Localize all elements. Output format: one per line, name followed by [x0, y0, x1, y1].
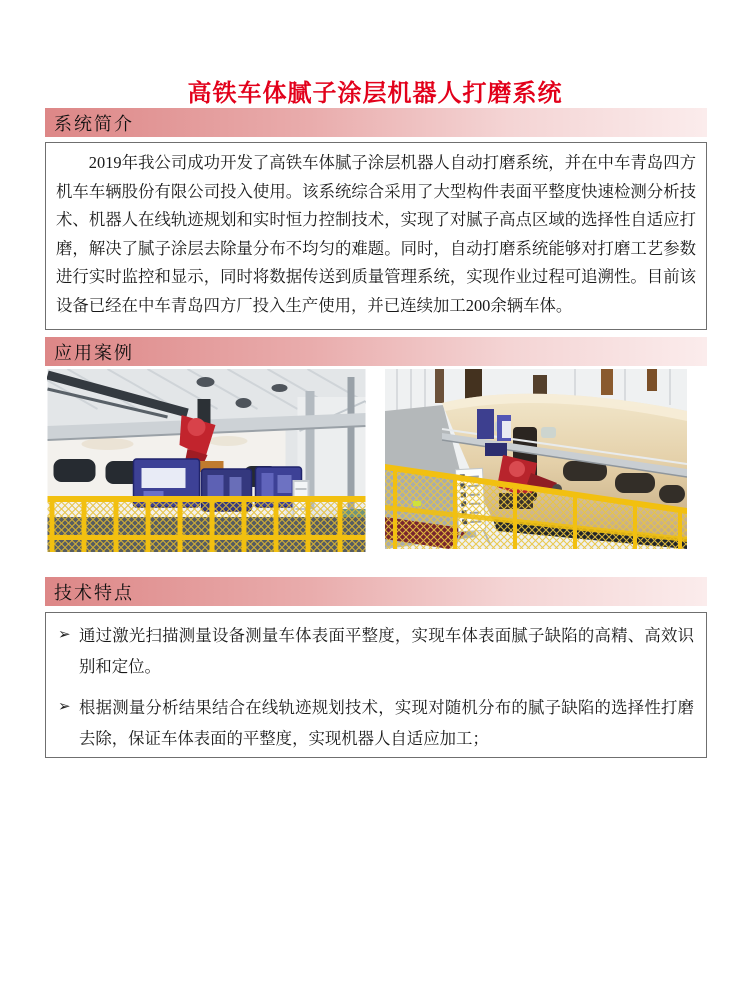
features-box: [45, 612, 707, 758]
intro-text-box: [45, 142, 707, 330]
section-heading-cases: [45, 337, 707, 366]
safety-fence: [48, 496, 366, 552]
application-photo-1: [47, 369, 366, 552]
section-heading-features: [45, 577, 707, 606]
intro-paragraph: 2019年我公司成功开发了高铁车体腻子涂层机器人自动打磨系统，并在中车青岛四方机车车辆股份有限公司投入使用。该系统综合采用了大型构件表面平整度快速检测分析技术、机器人在线轨迹规划和实时恒力控制技术，实现了对腻子高点区域的选择性自适应打磨，解决了腻子涂层去除量分布不均匀的难题。同时，自动打磨系统能够对打磨工艺参数进行实时监控和显示，同时将数据传送到质量管理系统，实现作业过程可追溯性。目前该设备已经在中车青岛四方厂投入生产使用，并已连续加工200余辆车体。: [56, 153, 696, 315]
page-title: 高铁车体腻子涂层机器人打磨系统: [187, 80, 563, 108]
bullet-arrow-icon: ➢: [58, 627, 71, 643]
bullet-arrow-icon: ➢: [58, 699, 71, 715]
application-photo-2: [385, 369, 687, 549]
feature-item-2: [58, 692, 694, 754]
section-heading-cases-label: 应用案例: [54, 342, 134, 363]
feature-item-2-text: 根据测量分析结果结合在线轨迹规划技术，实现对随机分布的腻子缺陷的选择性打磨去除，保证车体表面的平整度，实现机器人自适应加工；: [79, 698, 694, 748]
section-heading-features-label: 技术特点: [54, 582, 134, 603]
feature-item-1-text: 通过激光扫描测量设备测量车体表面平整度，实现车体表面腻子缺陷的高精、高效识别和定位。: [79, 626, 694, 676]
section-heading-intro: [45, 108, 707, 137]
feature-item-1: [58, 620, 694, 682]
section-heading-intro-label: 系统简介: [54, 113, 134, 134]
